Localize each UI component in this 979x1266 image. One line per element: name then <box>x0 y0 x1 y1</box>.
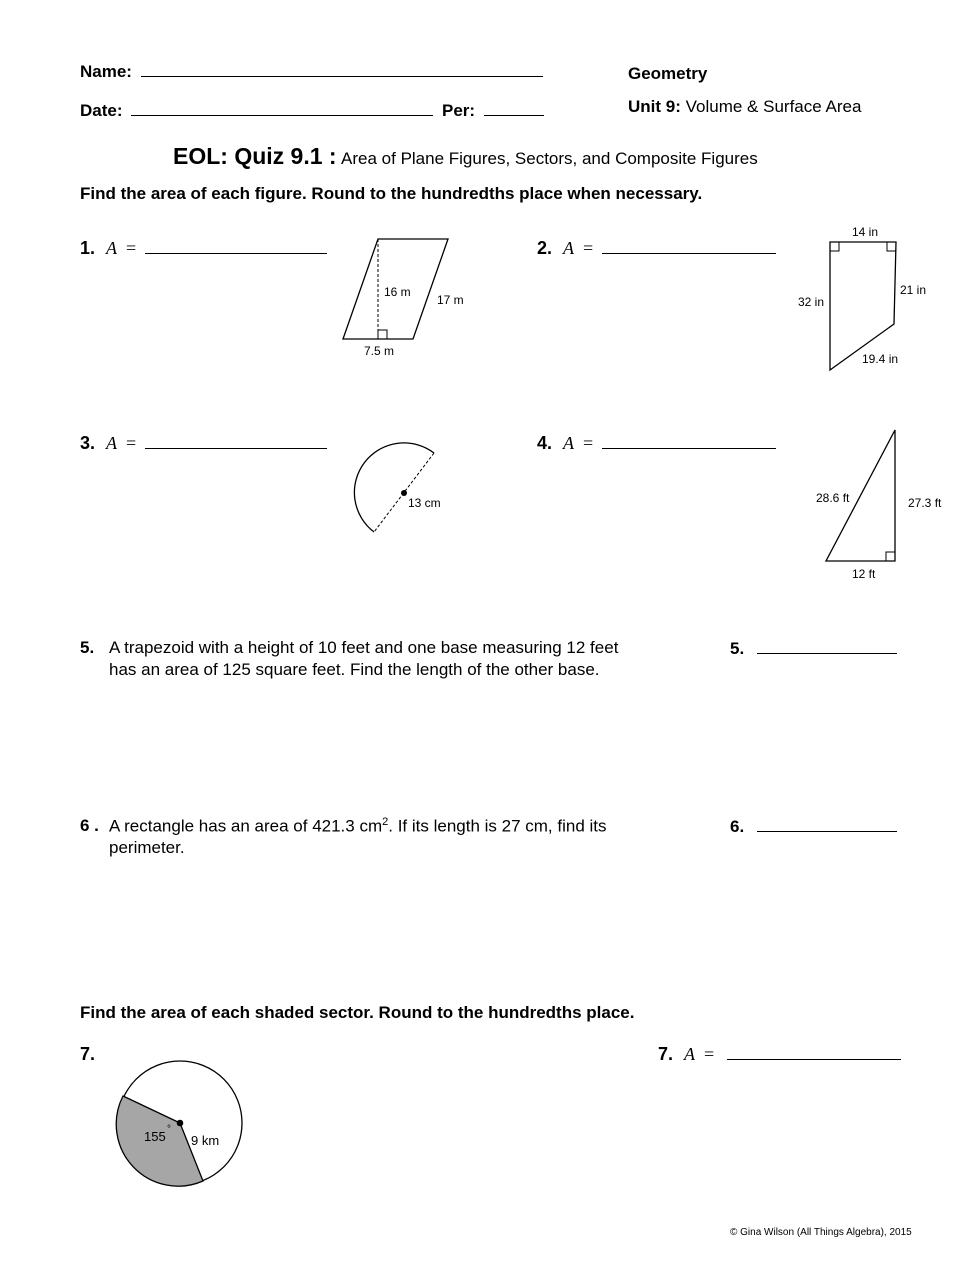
area-variable: A <box>563 238 575 258</box>
problem-1-answer-row <box>80 238 327 259</box>
label-radius: 9 km <box>191 1133 220 1148</box>
problem-2-answer-field[interactable] <box>602 238 776 254</box>
problem-6-answer-field[interactable] <box>757 816 897 832</box>
semicircle-arc <box>354 443 434 532</box>
instructions-area: Find the area of each figure. Round to the hundredths place when necessary. <box>80 184 703 203</box>
problem-7-answer-number: 7. <box>658 1044 674 1064</box>
squared-superscript: 2 <box>382 816 389 828</box>
label-top: 14 in <box>852 225 879 239</box>
label-height: 16 m <box>384 285 411 299</box>
per-label: Per: <box>441 101 476 120</box>
equals-sign: = <box>126 238 137 258</box>
problem-6-answer-row <box>730 816 897 837</box>
right-angle-mark <box>830 242 839 251</box>
problem-2-answer-row <box>537 238 776 259</box>
problem-5-answer-field[interactable] <box>757 638 897 654</box>
right-angle-mark <box>378 330 387 339</box>
quiz-title <box>173 143 758 170</box>
quiz-title-sub: Area of Plane Figures, Sectors, and Composite Figures <box>341 149 758 168</box>
unit-label: Unit 9: <box>628 97 681 116</box>
problem-6-text-b: . If its length is 27 cm, find its <box>388 816 607 836</box>
unit-title: Volume & Surface Area <box>685 97 862 116</box>
quiz-title-main: EOL: Quiz 9.1 : <box>173 143 337 169</box>
unit-heading <box>628 97 861 117</box>
center-point <box>401 490 407 496</box>
trapezoid-figure <box>790 222 940 382</box>
right-angle-mark <box>887 242 896 251</box>
copyright: © Gina Wilson (All Things Algebra), 2015 <box>730 1227 912 1238</box>
problem-4-number: 4. <box>537 433 553 453</box>
name-label: Name: <box>80 62 132 81</box>
equals-sign: = <box>583 238 594 258</box>
problem-1-answer-field[interactable] <box>145 238 327 254</box>
problem-3-answer-row <box>80 433 327 454</box>
problem-3-answer-field[interactable] <box>145 433 327 449</box>
course-name: Geometry <box>628 64 708 83</box>
problem-7-answer-row <box>658 1044 901 1065</box>
circle-sector-figure <box>110 1052 250 1192</box>
parallelogram-figure <box>330 228 470 363</box>
problem-4-answer-row <box>537 433 776 454</box>
problem-1-number: 1. <box>80 238 96 258</box>
label-base: 7.5 m <box>364 344 395 358</box>
date-label: Date: <box>80 101 123 120</box>
problem-6-text-line2: perimeter. <box>109 838 185 857</box>
area-variable: A <box>563 433 575 453</box>
label-side: 17 m <box>437 293 464 307</box>
problem-6-answer-number: 6. <box>730 817 745 836</box>
per-field[interactable] <box>484 100 544 116</box>
label-slant: 19.4 in <box>862 352 899 366</box>
right-angle-mark <box>886 552 895 561</box>
label-right: 21 in <box>900 283 927 297</box>
label-base: 12 ft <box>852 567 876 581</box>
label-angle: 155 <box>144 1129 166 1144</box>
problem-2-number: 2. <box>537 238 553 258</box>
right-triangle-figure <box>808 420 958 585</box>
problem-4-answer-field[interactable] <box>602 433 776 449</box>
problem-6-text-line1 <box>109 816 607 837</box>
area-variable: A <box>684 1044 696 1064</box>
date-row <box>80 100 544 121</box>
problem-7-answer-field[interactable] <box>727 1044 901 1060</box>
problem-7-number: 7. <box>80 1044 96 1064</box>
semicircle-figure <box>340 432 460 547</box>
right-trapezoid-shape <box>830 242 899 370</box>
problem-5-answer-row <box>730 638 897 659</box>
name-field[interactable] <box>141 61 543 77</box>
instructions-sector: Find the area of each shaded sector. Round to the hundredths place. <box>80 1003 635 1022</box>
label-hypotenuse: 28.6 ft <box>816 491 850 505</box>
equals-sign: = <box>704 1044 715 1064</box>
date-field[interactable] <box>131 100 433 116</box>
center-point <box>177 1120 184 1127</box>
equals-sign: = <box>126 433 137 453</box>
problem-6-text-a: A rectangle has an area of 421.3 cm <box>109 816 383 836</box>
problem-5-number: 5. <box>80 638 95 657</box>
label-diameter: 13 cm <box>408 496 441 510</box>
equals-sign: = <box>583 433 594 453</box>
problem-3-number: 3. <box>80 433 96 453</box>
problem-6-number: 6 . <box>80 816 99 835</box>
area-variable: A <box>106 433 118 453</box>
problem-5-answer-number: 5. <box>730 639 745 658</box>
problem-5-text-line2: has an area of 125 square feet. Find the length of the other base. <box>109 660 600 679</box>
problem-5-text-line1: A trapezoid with a height of 10 feet and one base measuring 12 feet <box>109 638 619 657</box>
label-left: 32 in <box>798 295 825 309</box>
label-height: 27.3 ft <box>908 496 942 510</box>
area-variable: A <box>106 238 118 258</box>
label-degree: ° <box>167 1124 171 1135</box>
name-row <box>80 61 543 82</box>
